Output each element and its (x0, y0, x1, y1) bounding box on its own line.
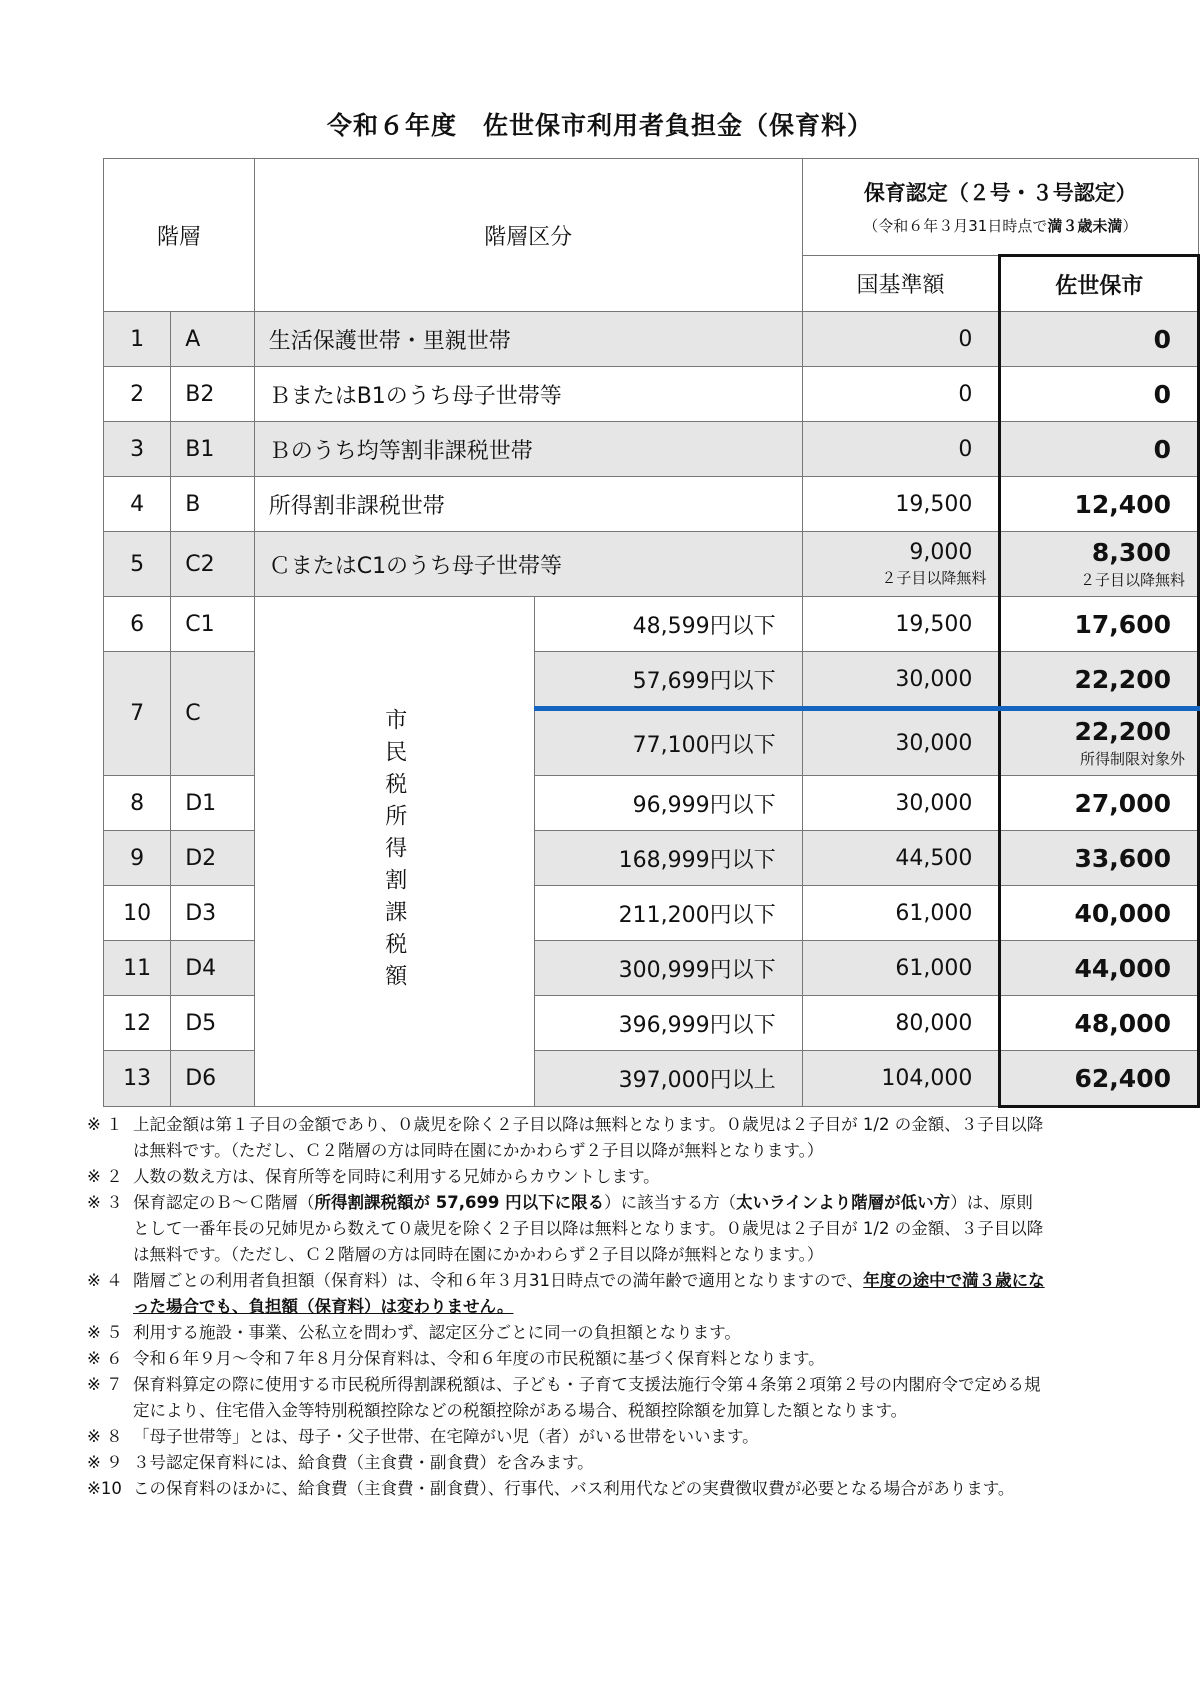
row-code: D2 (171, 831, 254, 886)
row-national: 44,500 (802, 831, 1000, 886)
row-code: D6 (171, 1051, 254, 1107)
note-text: 「母子世帯等」とは、母子・父子世帯、在宅障がい児（者）がいる世帯をいいます。 (133, 1427, 759, 1446)
vertical-label: 市民税所得割課税額 (381, 707, 407, 996)
note-item (87, 1476, 1047, 1502)
row-national: 30,000 (802, 652, 1000, 709)
note-text-c: ）に該当する方（ (604, 1193, 737, 1212)
fee-table (103, 158, 1200, 1108)
header-category: 階層区分 (254, 159, 802, 312)
row-code: C2 (171, 532, 254, 597)
table-row (104, 477, 1199, 532)
note-mark: ※ ２ (87, 1167, 123, 1186)
note-item (87, 1268, 1047, 1320)
row-code: D3 (171, 886, 254, 941)
row-national: 30,000 (802, 709, 1000, 776)
row-code: D4 (171, 941, 254, 996)
row-sasebo (1000, 532, 1199, 597)
row-national (802, 532, 1000, 597)
row-no: 5 (104, 532, 171, 597)
row-sasebo (1000, 709, 1199, 776)
note-text: ３号認定保育料には、給食費（主食費・副食費）を含みます。 (133, 1453, 594, 1472)
header-layer: 階層 (104, 159, 255, 312)
row-code: B2 (171, 367, 254, 422)
row-code: B1 (171, 422, 254, 477)
header-group-sub-a: （令和６年３月31日時点で (863, 217, 1048, 235)
row-sasebo-value: 22,200 (1074, 717, 1171, 746)
row-sasebo: 0 (1000, 422, 1199, 477)
row-no: 4 (104, 477, 171, 532)
footnotes (87, 1112, 1047, 1502)
note-item (87, 1164, 1047, 1190)
header-group-sub-b: 満３歳未満 (1047, 217, 1123, 235)
row-no: 7 (104, 652, 171, 776)
note-text: 令和６年９月～令和７年８月分保育料は、令和６年度の市民税額に基づく保育料となります。 (133, 1349, 825, 1368)
row-no: 9 (104, 831, 171, 886)
note-text: この保育料のほかに、給食費（主食費・副食費）、行事代、バス利用代などの実費徴収費が必要となる場合があります。 (133, 1479, 1015, 1498)
note-item (87, 1372, 1047, 1424)
note-text: 人数の数え方は、保育所等を同時に利用する兄姉からカウントします。 (133, 1167, 660, 1186)
header-group (802, 159, 1198, 256)
row-sasebo-note: 所得制限対象外 (1079, 750, 1185, 768)
table-row (104, 532, 1199, 597)
header-group-sub (803, 215, 1198, 236)
row-national: 19,500 (802, 597, 1000, 652)
row-sasebo: 12,400 (1000, 477, 1199, 532)
row-sasebo: 27,000 (1000, 776, 1199, 831)
table-row (104, 312, 1199, 367)
header-group-title: 保育認定（２号・３号認定） (863, 181, 1137, 205)
row-code: C (171, 652, 254, 776)
row-national: 30,000 (802, 776, 1000, 831)
note-text: 上記金額は第１子目の金額であり、０歳児を除く２子目以降は無料となります。０歳児は２子目が 1/2 の金額、３子目以降は無料です。（ただし、Ｃ２階層の方は同時在園にかかわらず２子目以降が無料となります。） (133, 1115, 1044, 1160)
row-category: ＢまたはB1のうち母子世帯等 (254, 367, 802, 422)
row-code: D1 (171, 776, 254, 831)
row-category: ＣまたはC1のうち母子世帯等 (254, 532, 802, 597)
row-range: 397,000円以上 (534, 1051, 802, 1107)
note-text (133, 1268, 1047, 1320)
row-no: 1 (104, 312, 171, 367)
note-item (87, 1112, 1047, 1164)
row-no: 10 (104, 886, 171, 941)
row-category: 生活保護世帯・里親世帯 (254, 312, 802, 367)
row-national: 61,000 (802, 886, 1000, 941)
row-no: 2 (104, 367, 171, 422)
row-no: 11 (104, 941, 171, 996)
row-sasebo: 40,000 (1000, 886, 1199, 941)
row-national: 0 (802, 312, 1000, 367)
row-sasebo: 17,600 (1000, 597, 1199, 652)
table-row (104, 422, 1199, 477)
note-item (87, 1424, 1047, 1450)
row-range: 168,999円以下 (534, 831, 802, 886)
row-national: 61,000 (802, 941, 1000, 996)
row-sasebo: 48,000 (1000, 996, 1199, 1051)
row-no: 13 (104, 1051, 171, 1107)
row-code: B (171, 477, 254, 532)
row-sasebo-value: 8,300 (1091, 538, 1171, 567)
row-sasebo-note: ２子目以降無料 (1079, 571, 1185, 589)
note-mark: ※ ８ (87, 1427, 123, 1446)
row-sasebo: 44,000 (1000, 941, 1199, 996)
header-group-sub-c: ） (1122, 217, 1138, 235)
row-range: 77,100円以下 (534, 709, 802, 776)
table-row (104, 367, 1199, 422)
note-text-bold: 太いラインより階層が低い方 (736, 1193, 951, 1212)
note-mark: ※ １ (87, 1115, 123, 1134)
note-mark: ※ ３ (87, 1193, 123, 1212)
row-range: 48,599円以下 (534, 597, 802, 652)
table-row (104, 597, 1199, 652)
note-mark: ※ ９ (87, 1453, 123, 1472)
row-code: D5 (171, 996, 254, 1051)
note-text-a: 階層ごとの利用者負担額（保育料）は、令和６年３月31日時点での満年齢で適用となりますので、 (133, 1271, 864, 1290)
note-text-underlined: 年度の途中で満３歳になった場合でも、負担額（保育料）は変わりません。 (133, 1271, 1045, 1316)
row-no: 3 (104, 422, 171, 477)
row-range: 211,200円以下 (534, 886, 802, 941)
header-sasebo: 佐世保市 (1000, 256, 1199, 312)
note-text: 保育料算定の際に使用する市民税所得割課税額は、子ども・子育て支援法施行令第４条第２項第２号の内閣府令で定める規定により、住宅借入金等特別税額控除などの税額控除がある場合、税額控除額を加算した額となります。 (133, 1375, 1041, 1420)
row-category: 所得割非課税世帯 (254, 477, 802, 532)
row-no: 6 (104, 597, 171, 652)
note-text (133, 1190, 1047, 1268)
row-no: 8 (104, 776, 171, 831)
note-text: 利用する施設・事業、公私立を問わず、認定区分ごとに同一の負担額となります。 (133, 1323, 741, 1342)
header-national: 国基準額 (802, 256, 1000, 312)
note-mark: ※ ６ (87, 1349, 123, 1368)
row-national: 104,000 (802, 1051, 1000, 1107)
note-item (87, 1346, 1047, 1372)
row-range: 57,699円以下 (534, 652, 802, 709)
row-code: C1 (171, 597, 254, 652)
row-national-value: 9,000 (909, 540, 973, 565)
row-no: 12 (104, 996, 171, 1051)
row-range: 396,999円以下 (534, 996, 802, 1051)
row-national: 0 (802, 367, 1000, 422)
note-text-a: 保育認定のＢ～Ｃ階層（ (133, 1193, 315, 1212)
row-sasebo: 33,600 (1000, 831, 1199, 886)
vertical-label-cell (254, 597, 534, 1107)
row-code: A (171, 312, 254, 367)
page-title: 令和６年度 佐世保市利用者負担金（保育料） (326, 111, 873, 140)
row-range: 96,999円以下 (534, 776, 802, 831)
note-mark: ※10 (87, 1479, 122, 1498)
row-national-note: ２子目以降無料 (881, 569, 987, 587)
note-text-e: ）は、原則として一番年長の兄姉児から数えて０歳児を除く２子目以降は無料となります。０歳児は２子目が 1/2 の金額、３子目以降は無料です。（ただし、Ｃ２階層の方は同時在園にかかわらず２子目以降が無料となります。） (133, 1193, 1044, 1264)
note-item (87, 1190, 1047, 1268)
note-mark: ※ ７ (87, 1375, 123, 1394)
row-national: 80,000 (802, 996, 1000, 1051)
row-sasebo: 22,200 (1000, 652, 1199, 709)
row-category: Ｂのうち均等割非課税世帯 (254, 422, 802, 477)
row-national: 19,500 (802, 477, 1000, 532)
row-sasebo: 0 (1000, 367, 1199, 422)
note-item (87, 1450, 1047, 1476)
note-text-bold: 所得割課税額が 57,699 円以下に限る (314, 1193, 605, 1212)
note-mark: ※ ４ (87, 1271, 123, 1290)
row-sasebo: 0 (1000, 312, 1199, 367)
row-sasebo: 62,400 (1000, 1051, 1199, 1107)
row-national: 0 (802, 422, 1000, 477)
note-mark: ※ ５ (87, 1323, 123, 1342)
row-range: 300,999円以下 (534, 941, 802, 996)
note-item (87, 1320, 1047, 1346)
